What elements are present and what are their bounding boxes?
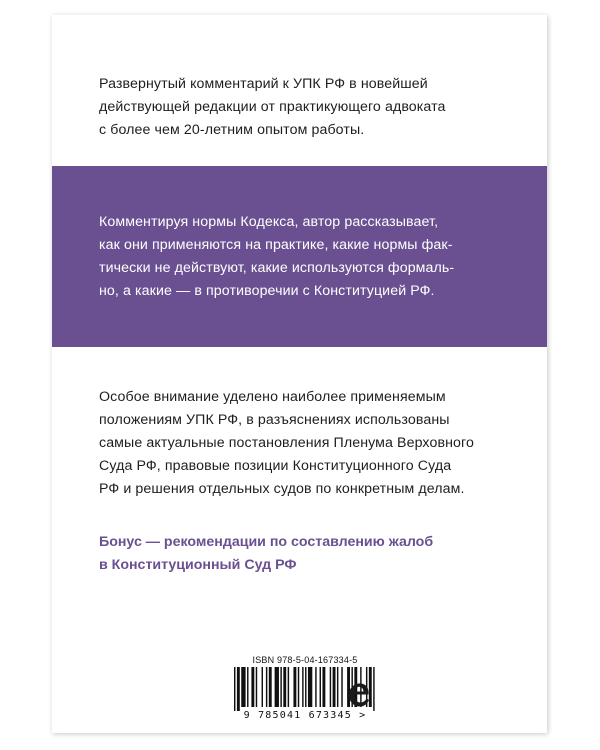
intro-line: с более чем 20-летним опытом работы. — [99, 122, 365, 138]
bonus-line: Бонус — рекомендации по составлению жалоб — [99, 534, 434, 550]
details-line: Особое внимание уделено наиболее применяемым — [99, 389, 446, 405]
band-line: тически не действуют, какие используются формаль- — [99, 260, 455, 276]
details-line: РФ и решения отдельных судов по конкретным делам. — [99, 481, 465, 497]
details-line: Суда РФ, правовые позиции Конституционного Суда — [99, 458, 452, 474]
band-paragraph — [99, 211, 495, 303]
bonus-note — [99, 531, 499, 577]
intro-paragraph — [99, 73, 495, 142]
bonus-line: в Конституционный Суд РФ — [99, 557, 297, 573]
details-line: положениям УПК РФ, в разъяснениях использованы — [99, 412, 450, 428]
band-line: Комментируя нормы Кодекса, автор рассказывает, — [99, 214, 439, 230]
isbn-label: ISBN 978-5-04-167334-5 — [252, 655, 358, 665]
purple-band — [52, 166, 547, 347]
eksmo-e-logo-icon — [346, 681, 371, 709]
details-line: самые актуальные постановления Пленума Верховного — [99, 435, 474, 451]
details-paragraph — [99, 386, 495, 501]
barcode-digits: 9 785041 673345 > — [243, 710, 367, 721]
band-line: но, а какие — в противоречии с Конституцией РФ. — [99, 283, 435, 299]
book-back-cover — [52, 15, 547, 733]
intro-line: Развернутый комментарий к УПК РФ в новейшей — [99, 76, 428, 92]
band-line: как они применяются на практике, какие нормы фак- — [99, 237, 453, 253]
intro-line: действующей редакции от практикующего адвоката — [99, 99, 446, 115]
